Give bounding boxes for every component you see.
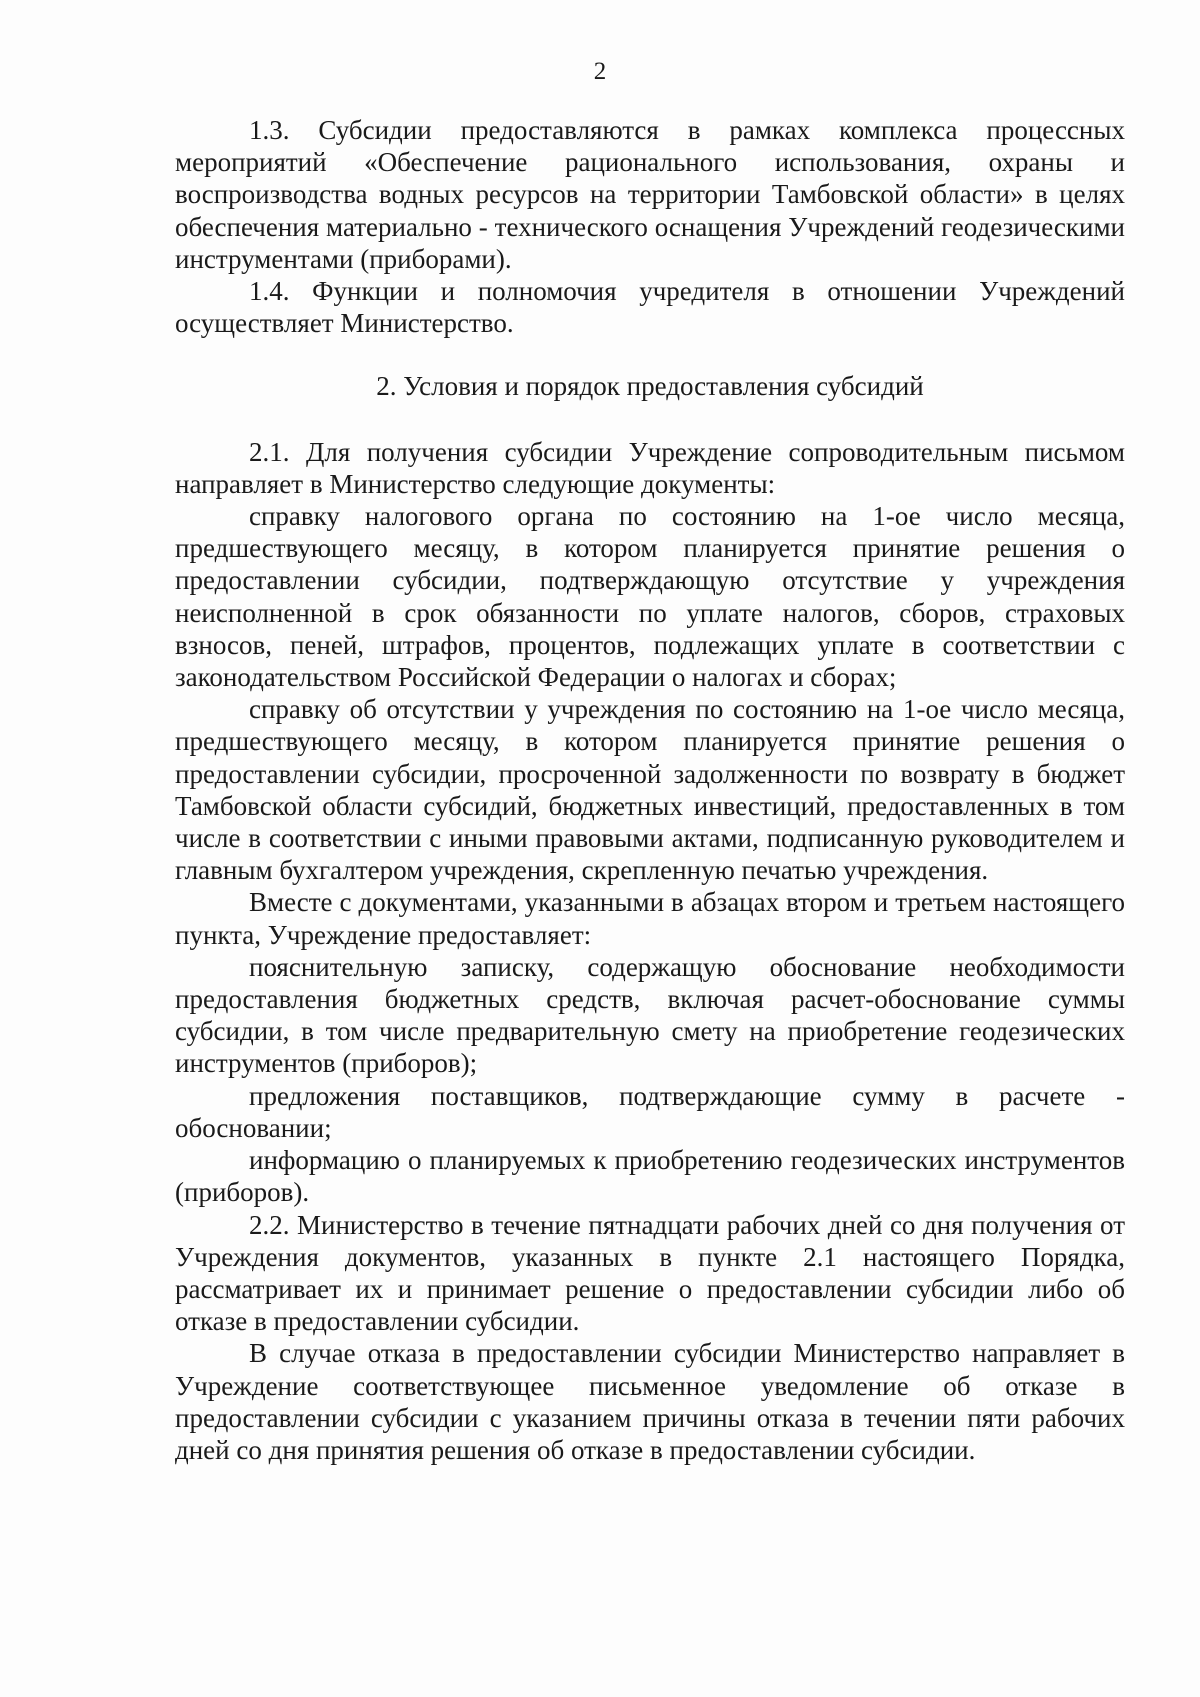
page-number: 2	[593, 58, 607, 85]
paragraph-refusal: В случае отказа в предоставлении субсидии Министерство направляет в Учреждение соответствующее письменное уведомление об отказе в предоставлении субсидии с указанием причины отказа в течении пяти рабочих дней со дня принятия решения об отказе в предоставлении субсидии.	[175, 1338, 1125, 1465]
paragraph-tax-certificate: справку налогового органа по состоянию на 1-ое число месяца, предшествующего месяцу, в котором планируется принятие решения о предоставлении субсидии, подтверждающую отсутствие у учреждения неисполненной в срок обязанности по уплате налогов, сборов, страховых взносов, пеней, штрафов, процентов, подлежащих уплате в соответствии с законодательством Российской Федерации о налогах и сборах;	[175, 501, 1125, 693]
paragraph-explanatory-note: пояснительную записку, содержащую обоснование необходимости предоставления бюджетных средств, включая расчет-обоснование суммы субсидии, в том числе предварительную смету на приобретение геодезических инструментов (приборов);	[175, 951, 1125, 1079]
paragraph-supplier-offers: предложения поставщиков, подтверждающие сумму в расчете - обосновании;	[175, 1080, 1125, 1143]
section-heading: 2. Условия и порядок предоставления субсидий	[376, 371, 924, 402]
paragraph-1-4: 1.4. Функции и полномочия учредителя в отношении Учреждений осуществляет Министерство.	[175, 276, 1125, 339]
paragraph-1-3: 1.3. Субсидии предоставляются в рамках комплекса процессных мероприятий «Обеспечение рационального использования, охраны и воспроизводства водных ресурсов на территории Тамбовской области» в целях обеспечения материально - технического оснащения Учреждений геодезическими инструментами (приборами).	[175, 115, 1125, 274]
document-body	[175, 114, 1125, 1466]
paragraph-2-2: 2.2. Министерство в течение пятнадцати рабочих дней со дня получения от Учреждения документов, указанных в пункте 2.1 настоящего Порядка, рассматривает их и принимает решение о предоставлении субсидии либо об отказе в предоставлении субсидии.	[175, 1209, 1125, 1337]
paragraph-planned-purchases: информацию о планируемых к приобретению геодезических инструментов (приборов).	[175, 1145, 1125, 1208]
paragraph-additional-documents: Вместе с документами, указанными в абзацах втором и третьем настоящего пункта, Учреждение предоставляет:	[175, 887, 1125, 950]
paragraph-debt-certificate: справку об отсутствии у учреждения по состоянию на 1-ое число месяца, предшествующего месяцу, в котором планируется принятие решения о предоставлении субсидии, просроченной задолженности по возврату в бюджет Тамбовской области субсидий, бюджетных инвестиций, предоставленных в том числе в соответствии с иными правовыми актами, подписанную руководителем и главным бухгалтером учреждения, скрепленную печатью учреждения.	[175, 694, 1125, 886]
paragraph-2-1: 2.1. Для получения субсидии Учреждение сопроводительным письмом направляет в Министерство следующие документы:	[175, 436, 1125, 499]
